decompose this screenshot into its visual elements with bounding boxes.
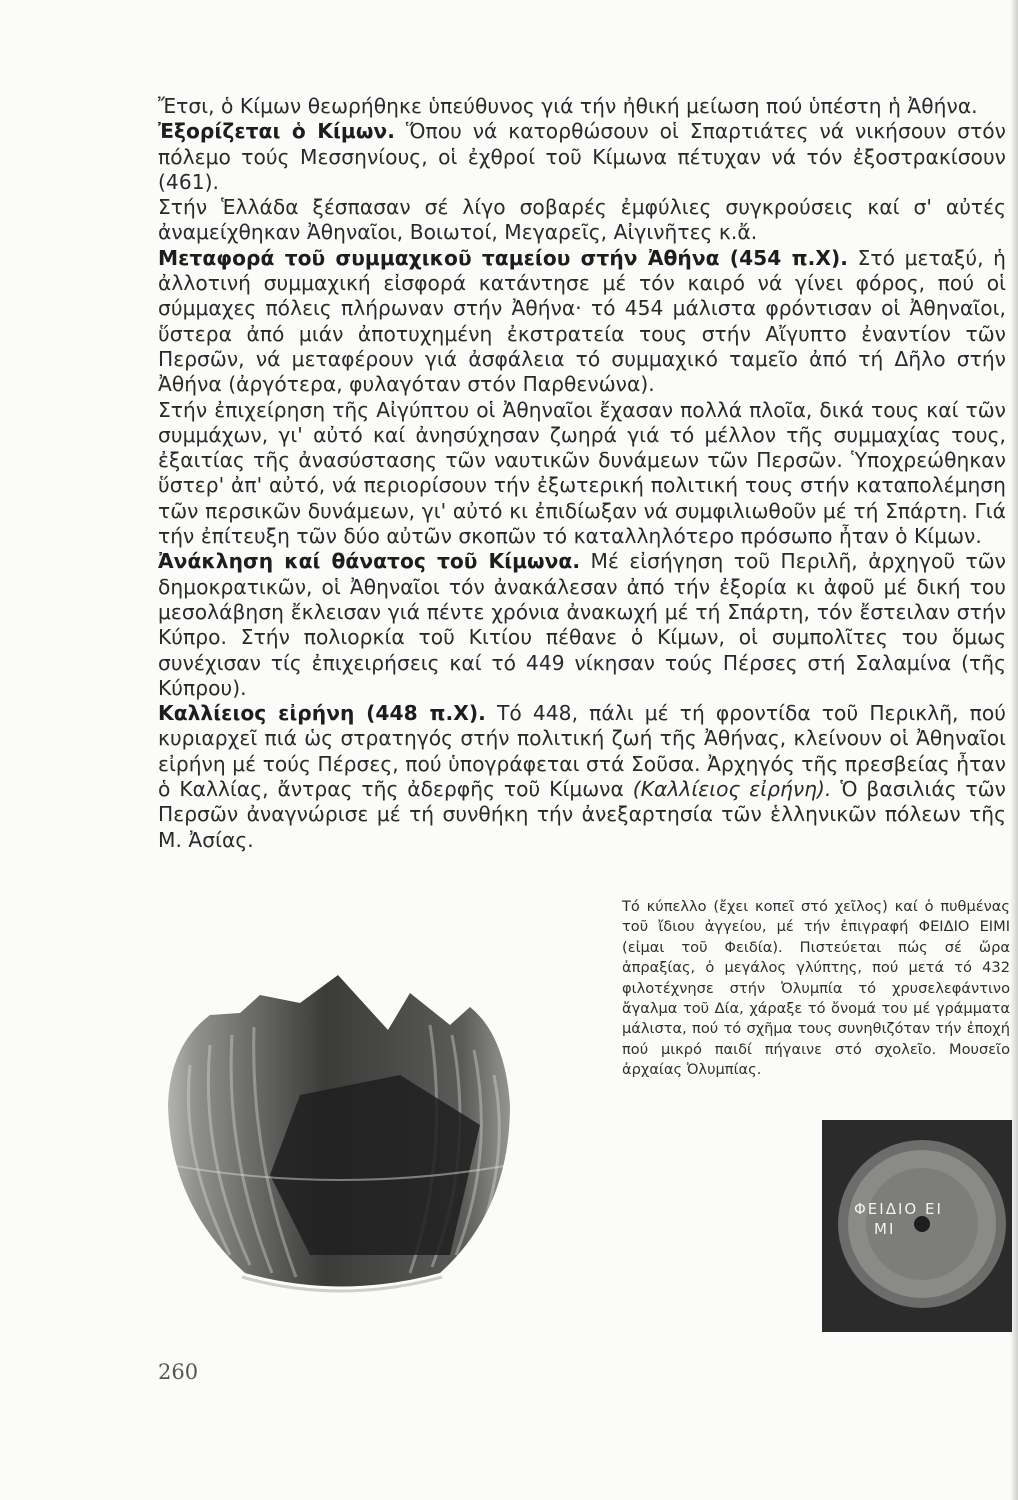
paragraph-text: Ὁ βασιλιάς τῶν Περσῶν ἀναγνώρισε μέ τή συνθήκη τήν ἀνεξαρτησία τῶν ἑλληνικῶν πόλεων τῆς Μ. Ἀσίας. (158, 777, 1006, 852)
plate-photo (822, 1120, 1012, 1332)
section-heading-treasury: Μεταφορά τοῦ συμμαχικοῦ ταμείου στήν Ἀθήνα (454 π.Χ). (158, 245, 848, 270)
paragraph-text: Στό μεταξύ, ἡ ἀλλοτινή συμμαχική εἰσφορά κατάντησε μέ τόν καιρό νά γίνει φόρος, πού οἱ σύμμαχες πόλεις πλήρωναν στήν Ἀθήνα· τό 454 μάλιστα φρόντισαν οἱ Ἀθηναῖοι, ὕστερα ἀπό μιάν ἀποτυχημένη ἐκστρατεία τους στήν Αἴγυπτο ἐναντίον τῶν Περσῶν, νά μεταφέρουν γιά ἀσφάλεια τό συμμαχικό ταμεῖο ἀπό τή Δῆλο στήν Ἀθήνα (ἀργότερα, φυλαγόταν στόν Παρθενώνα). (158, 245, 1007, 397)
paragraph-text: Μέ εἰσήγηση τοῦ Περιλῆ, ἀρχηγοῦ τῶν δημοκρατικῶν, οἱ Ἀθηναῖοι τόν ἀνακάλεσαν ἀπό τήν ἐξορία κι ἀφοῦ μέ δική του μεσολάβηση ἔκλεισαν γιά πέντε χρόνια ἀνακωχή μέ τή Σπάρτη, τόν ἔστειλαν στήν Κύπρο. Στήν πολιορκία τοῦ Κιτίου πέθανε ὁ Κίμων, οἱ συμπολῖτες του ὅμως συνέχισαν τίς ἐπιχειρήσεις καί τό 449 νίκησαν τούς Πέρσες στή Σαλαμίνα (τῆς Κύπρου). (158, 549, 1006, 700)
page-edge-shadow (1010, 0, 1018, 1500)
page-number: 260 (158, 1360, 199, 1384)
italic-term: (Καλλίειος εἰρήνη). (632, 777, 832, 802)
plate-inscription-line1: ΦΕΙΔΙΟ ΕΙ (854, 1200, 943, 1218)
plate-drawing (822, 1120, 1012, 1332)
section-heading-peace: Καλλίειος εἰρήνη (448 π.Χ). (158, 701, 486, 726)
paragraph-7 (158, 701, 1006, 853)
paragraph-2 (158, 119, 1006, 195)
paragraph-3 (158, 195, 1006, 246)
paragraph-5 (158, 398, 1006, 550)
plate-inscription-line2: ΜΙ (874, 1220, 896, 1238)
paragraph-text: Στήν ἐπιχείρηση τῆς Αἰγύπτου οἱ Ἀθηναῖοι ἔχασαν πολλά πλοῖα, δικά τους καί τῶν συμμάχων, γι' αὐτό καί ἀνησύχησαν ζωηρά γιά τό μέλλον τῆς συμμαχίας τους, ἐξαιτίας τῆς ἀνασύστασης τῶν ναυτικῶν δυνάμεων τῶν Περσῶν. Ὑποχρεώθηκαν ὕστερ' ἀπ' αὐτό, νά περιορίσουν τήν ἐξωτερική πολιτική τους στήν καταπολέμηση τῶν περσικῶν δυνάμεων, γι' αὐτό κι ἐπιδίωξαν νά συμφιλιωθοῦν μέ τή Σπάρτη. Γιά τήν ἐπίτευξη τῶν δύο αὐτῶν σκοπῶν τό καταλληλότερο πρόσωπο ἦταν ὁ Κίμων. (158, 397, 1006, 549)
main-text (158, 94, 1006, 853)
paragraph-text: Ὅπου νά κατορθώσουν οἱ Σπαρτιάτες νά νικήσουν στόν πόλεμο τούς Μεσσηνίους, οἱ ἐχθροί τοῦ Κίμωνα πέτυχαν νά τόν ἐξοστρακίσουν (461). (158, 119, 1006, 194)
section-heading-exile: Ἐξορίζεται ὁ Κίμων. (158, 119, 395, 144)
figure-caption: Τό κύπελλο (ἔχει κοπεῖ στό χεῖλος) καί ὁ πυθμένας τοῦ ἴδιου ἀγγείου, μέ τήν ἐπιγραφή ΦΕΙΔΙΟ ΕΙΜΙ (εἰμαι τοῦ Φειδία). Πιστεύεται πώς σέ ὥρα ἀπραξίας, ὁ μεγάλος γλύπτης, πού μετά τό 432 φιλοτέχνησε στήν Ὀλυμπία τό χρυσελεφάντινο ἄγαλμα τοῦ Δία, χάραξε τό ὄνομά του μέ γράμματα μάλιστα, πού τό σχῆμα τους συνηθιζόταν τήν ἐποχή πού μικρό παιδί πήγαινε στό σχολεῖο. Μουσεῖο ἀρχαίας Ὀλυμπίας. (622, 898, 1010, 1079)
paragraph-text: Τό 448, πάλι μέ τή φροντίδα τοῦ Περικλῆ, πού κυριαρχεῖ πιά ὡς στρατηγός στήν πολιτική ζωή τῆς Ἀθήνας, κλείνουν οἱ Ἀθηναῖοι εἰρήνη μέ τούς Πέρσες, πού ὑπογράφεται στά Σοῦσα. Ἀρχηγός τῆς πρεσβείας ἦταν ὁ Καλλίας, ἄντρας τῆς ἀδερφῆς τοῦ Κίμωνα (158, 701, 1006, 802)
paragraph-text: Ἔτσι, ὁ Κίμων θεωρήθηκε ὑπεύθυνος γιά τήν ἠθική μείωση πού ὑπέστη ἡ Ἀθήνα. (158, 94, 978, 118)
paragraph-6 (158, 549, 1006, 701)
paragraph-4 (158, 246, 1006, 398)
paragraph-1 (158, 94, 1006, 119)
section-heading-recall: Ἀνάκληση καί θάνατος τοῦ Κίμωνα. (158, 549, 581, 574)
cup-photo (150, 955, 540, 1315)
paragraph-text: Στήν Ἑλλάδα ξέσπασαν σέ λίγο σοβαρές ἐμφύλιες συγκρούσεις καί σ' αὐτές ἀναμείχθηκαν Ἀθηναῖοι, Βοιωτοί, Μεγαρεῖς, Αἰγινῆτες κ.ἄ. (158, 195, 1006, 245)
